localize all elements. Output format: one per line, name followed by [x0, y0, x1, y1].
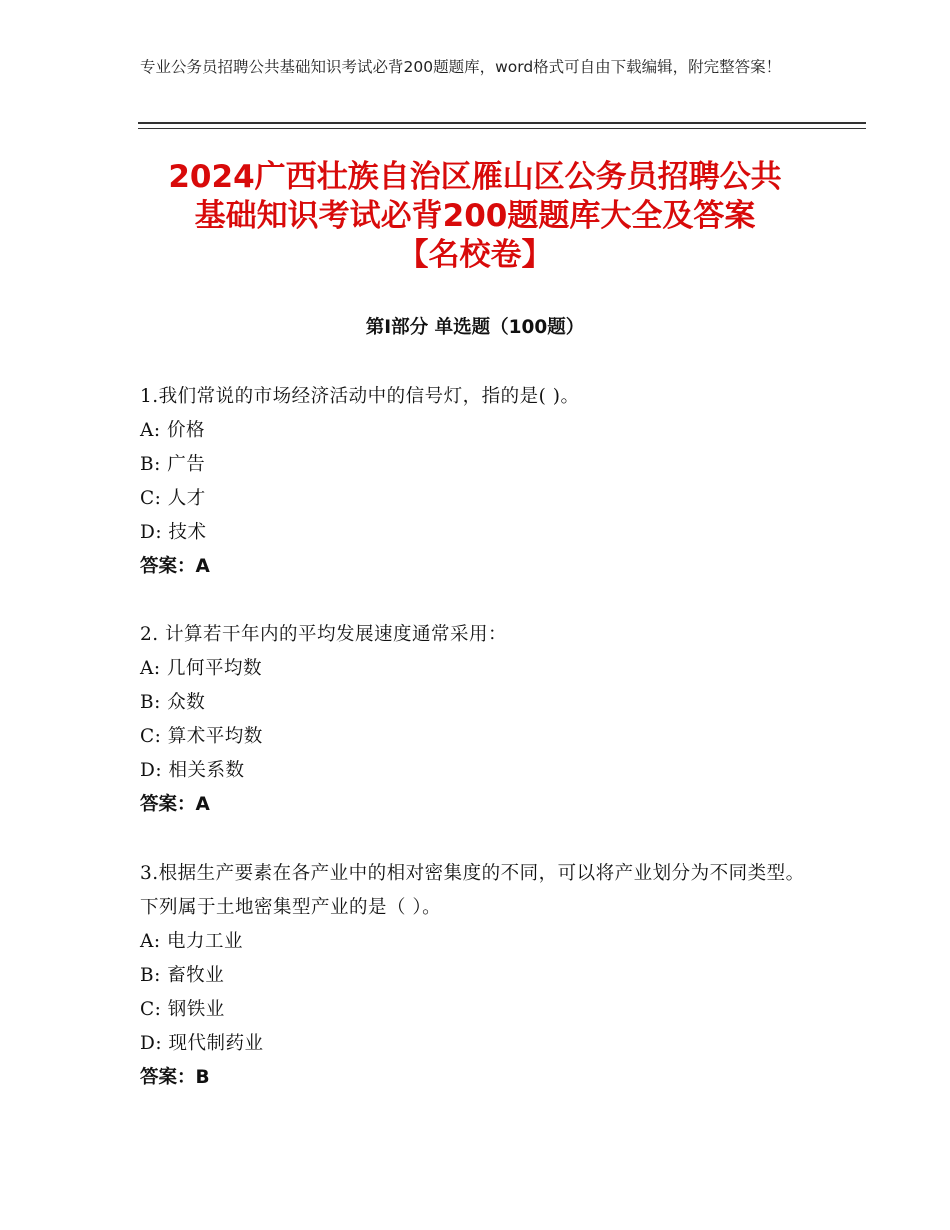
header-note: 专业公务员招聘公共基础知识考试必背200题题库，word格式可自由下载编辑，附完整答案！ [140, 58, 782, 76]
option-b: B: 众数 [140, 692, 206, 713]
section-heading: 第Ⅰ部分 单选题（100题） [365, 317, 585, 338]
question-stem: 3.根据生产要素在各产业中的相对密集度的不同，可以将产业划分为不同类型。下列属于土地密集型产业的是（ ）。 [140, 863, 805, 918]
option-c: C: 钢铁业 [140, 999, 225, 1020]
title-line: 基础知识考试必背200题题库大全及答案 [194, 198, 756, 234]
option-c: C: 算术平均数 [140, 726, 263, 747]
option-d: D: 相关系数 [140, 760, 245, 781]
answer-label: 答案：A [140, 794, 210, 815]
option-a: A: 价格 [140, 420, 205, 441]
answer-label: 答案：A [140, 556, 210, 577]
question-3 [140, 857, 820, 1095]
question-2 [140, 618, 820, 822]
option-d: D: 技术 [140, 522, 207, 543]
header-rule-thick [138, 122, 866, 124]
question-stem: 2. 计算若干年内的平均发展速度通常采用： [140, 624, 508, 645]
question-stem: 1.我们常说的市场经济活动中的信号灯，指的是( )。 [140, 386, 580, 407]
option-a: A: 电力工业 [140, 931, 243, 952]
option-d: D: 现代制药业 [140, 1033, 264, 1054]
title-line: 【名校卷】 [397, 237, 553, 273]
option-b: B: 广告 [140, 454, 206, 475]
option-b: B: 畜牧业 [140, 965, 225, 986]
document-title [100, 158, 850, 275]
option-c: C: 人才 [140, 488, 206, 509]
answer-label: 答案：B [140, 1067, 210, 1088]
question-1 [140, 380, 820, 584]
option-a: A: 几何平均数 [140, 658, 262, 679]
header-rule-thin [138, 128, 866, 129]
title-line: 2024广西壮族自治区雁山区公务员招聘公共 [168, 159, 782, 195]
